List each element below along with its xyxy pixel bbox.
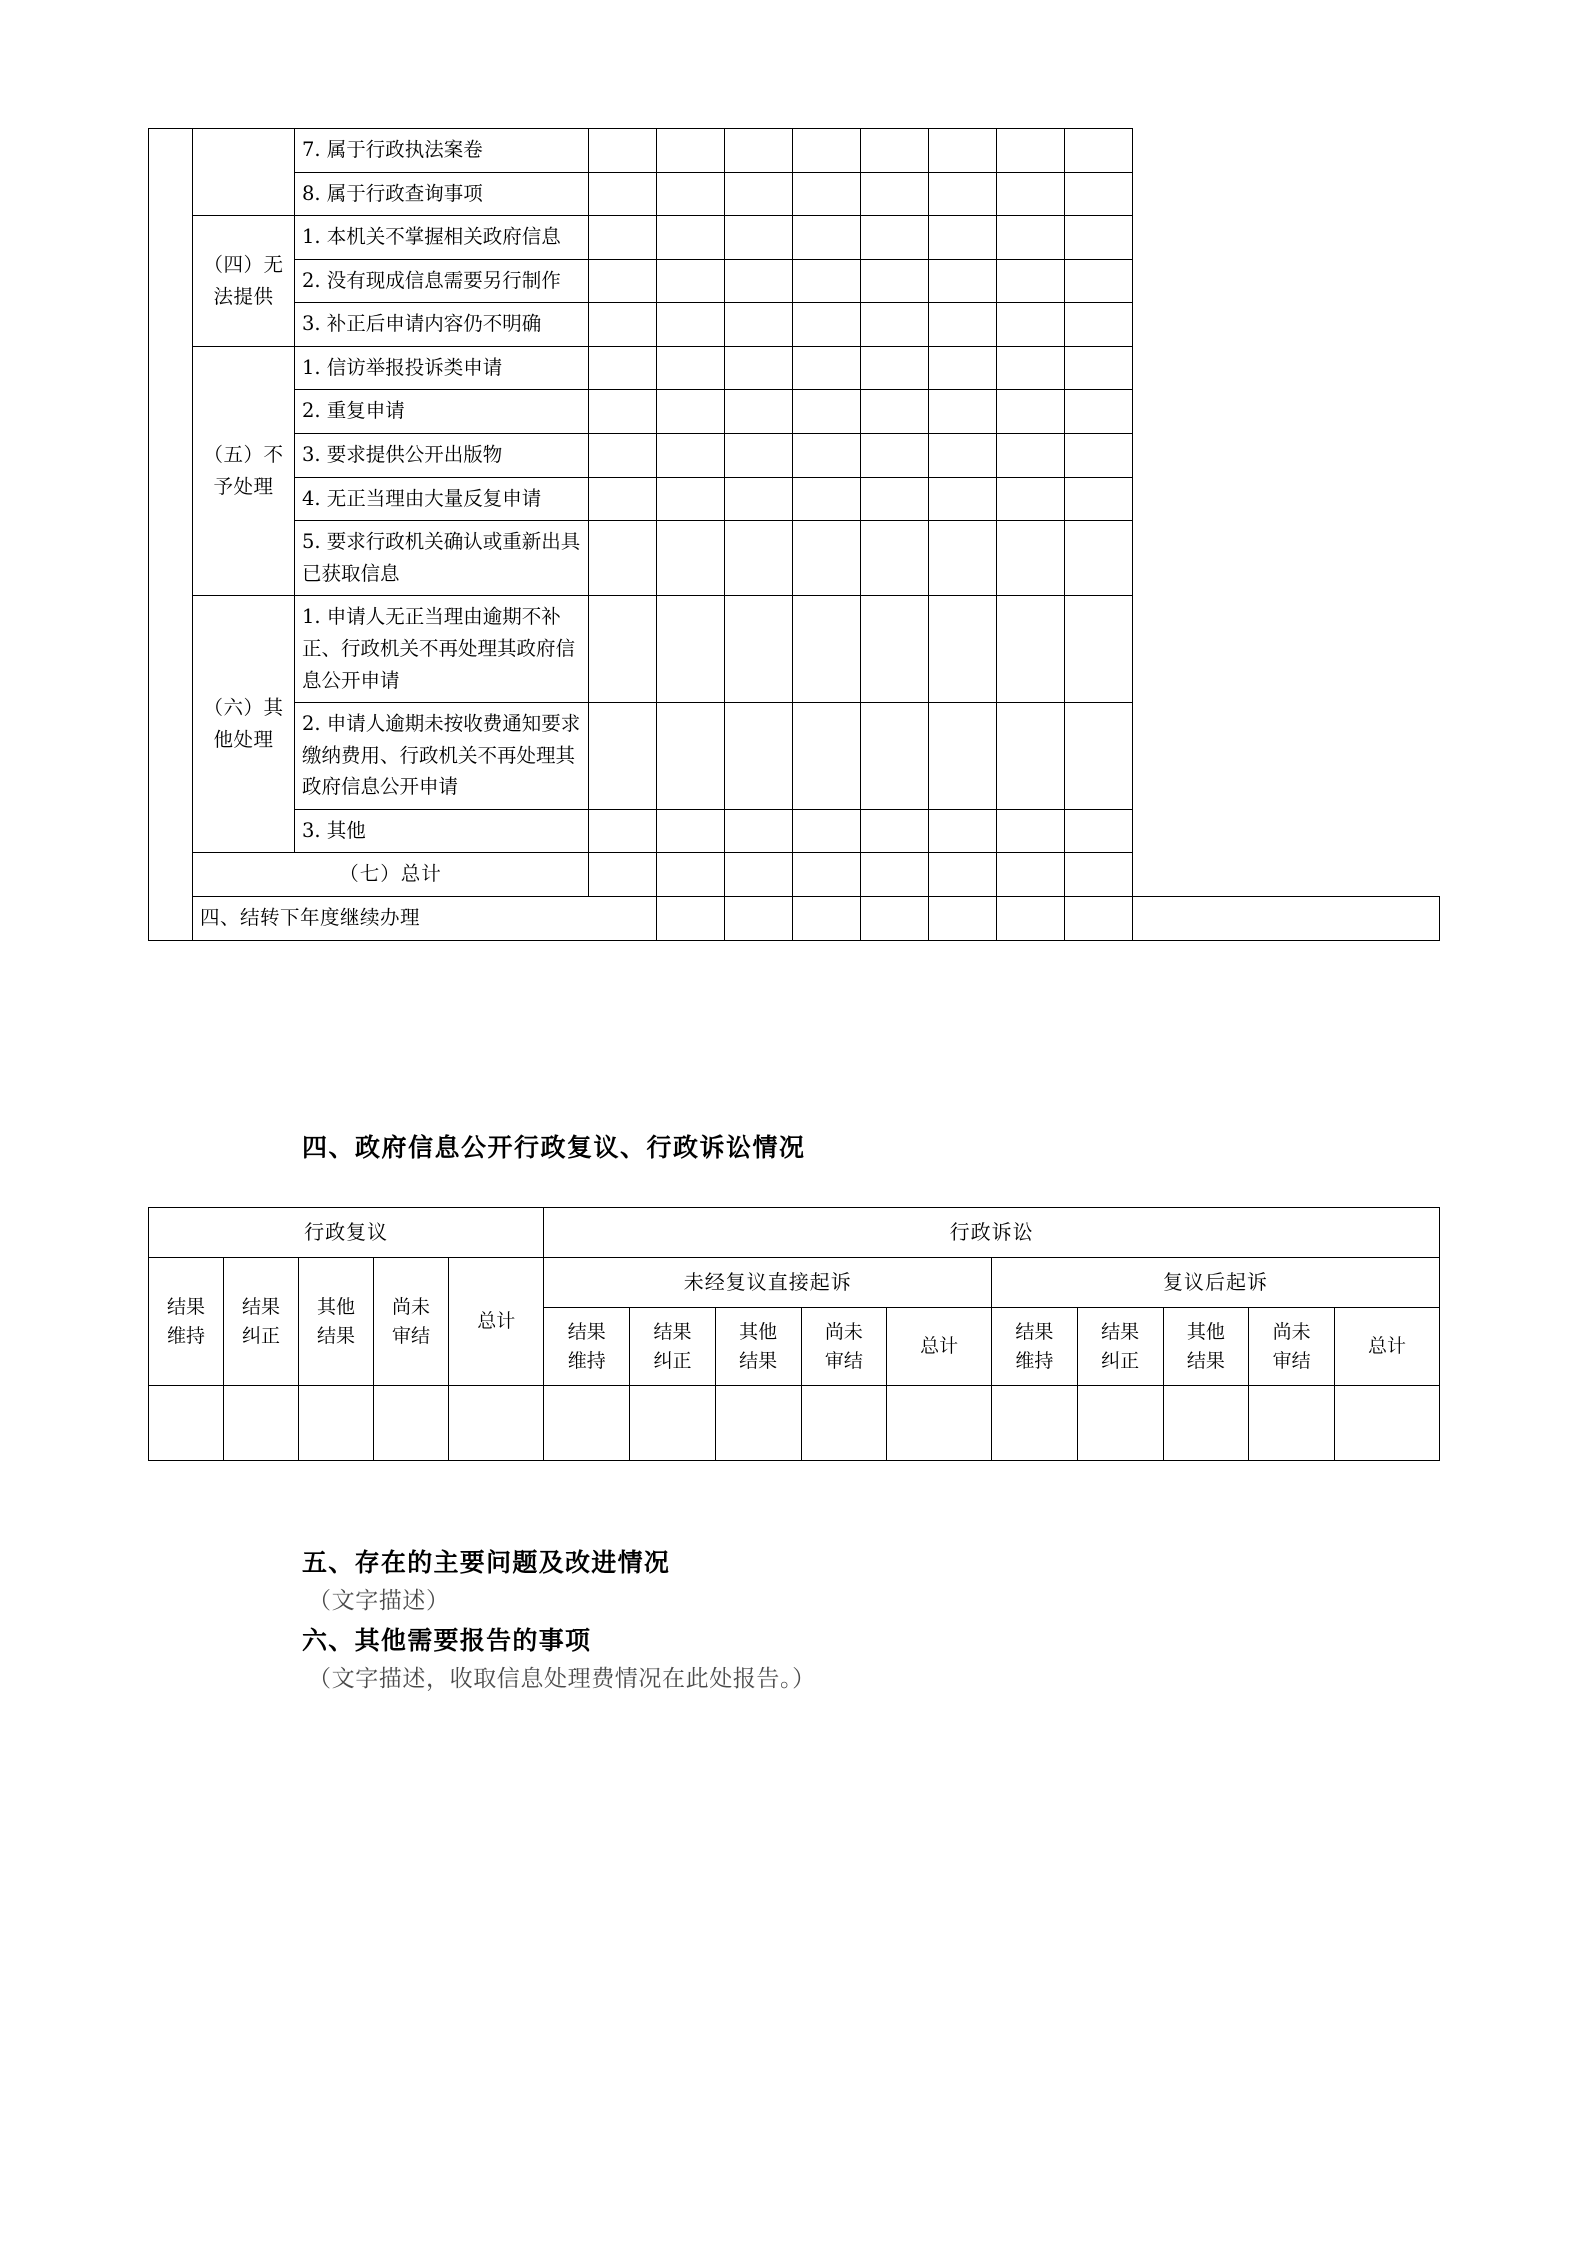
value-cell[interactable] <box>725 521 793 596</box>
table-row <box>149 434 1440 478</box>
value-cell[interactable] <box>861 172 929 216</box>
value-cell[interactable] <box>929 259 997 303</box>
value-cell[interactable] <box>1065 853 1133 897</box>
value-cell[interactable] <box>861 809 929 853</box>
value-cell[interactable] <box>997 216 1065 260</box>
value-cell[interactable] <box>589 259 657 303</box>
value-cell[interactable] <box>793 896 861 940</box>
after-review-col-uphold-line2: 维持 <box>1015 1349 1054 1372</box>
value-cell[interactable] <box>1065 172 1133 216</box>
direct-col-other-line1: 其他 <box>739 1321 778 1343</box>
item-label: 1. 本机关不掌握相关政府信息 <box>295 216 589 260</box>
outer-spine-cell <box>149 129 193 941</box>
after-review-col-pending-line1: 尚未 <box>1272 1321 1311 1343</box>
item-label: 4. 无正当理由大量反复申请 <box>295 477 589 521</box>
request-handling-table <box>148 128 1440 941</box>
value-cell[interactable] <box>793 390 861 434</box>
value-cell[interactable] <box>589 216 657 260</box>
after-review-col-correct <box>1077 1308 1163 1386</box>
value-cell[interactable] <box>725 596 793 703</box>
value-cell[interactable] <box>630 1386 716 1461</box>
value-cell[interactable] <box>589 809 657 853</box>
value-cell[interactable] <box>997 477 1065 521</box>
review-col-uphold-line1: 结果 <box>167 1296 206 1318</box>
table-row <box>149 129 1440 173</box>
review-col-total: 总计 <box>449 1258 544 1386</box>
value-cell[interactable] <box>861 477 929 521</box>
value-cell[interactable] <box>1065 303 1133 347</box>
after-review-col-correct-line2: 纠正 <box>1101 1349 1140 1372</box>
direct-col-correct <box>630 1308 716 1386</box>
value-cell[interactable] <box>657 477 725 521</box>
value-cell[interactable] <box>861 853 929 897</box>
after-review-col-pending <box>1249 1308 1335 1386</box>
table-row <box>149 809 1440 853</box>
value-cell[interactable] <box>589 172 657 216</box>
value-cell[interactable] <box>657 303 725 347</box>
value-cell[interactable] <box>997 809 1065 853</box>
review-col-correct <box>224 1258 299 1386</box>
after-review-col-correct-line1: 结果 <box>1101 1321 1140 1343</box>
value-cell[interactable] <box>589 853 657 897</box>
value-cell[interactable] <box>997 129 1065 173</box>
direct-col-other <box>715 1308 801 1386</box>
value-cell[interactable] <box>657 596 725 703</box>
value-cell[interactable] <box>861 216 929 260</box>
value-cell[interactable] <box>544 1386 630 1461</box>
value-cell[interactable] <box>997 596 1065 703</box>
subgroup-header-after-review-litigation: 复议后起诉 <box>992 1258 1440 1308</box>
group-label-not-processed: （五）不予处理 <box>193 346 295 595</box>
review-col-pending <box>374 1258 449 1386</box>
value-cell[interactable] <box>657 259 725 303</box>
value-cell[interactable] <box>1065 477 1133 521</box>
value-cell[interactable] <box>929 521 997 596</box>
direct-col-correct-line1: 结果 <box>653 1321 692 1343</box>
table-row <box>149 216 1440 260</box>
value-cell[interactable] <box>997 853 1065 897</box>
section-5-title: 五、存在的主要问题及改进情况 <box>302 1548 671 1577</box>
table-row <box>149 172 1440 216</box>
item-label: 8. 属于行政查询事项 <box>295 172 589 216</box>
subtotal-label: （七）总计 <box>193 853 589 897</box>
table-row-subgroup-header <box>149 1258 1440 1308</box>
value-cell[interactable] <box>997 434 1065 478</box>
value-cell[interactable] <box>657 896 725 940</box>
value-cell[interactable] <box>725 346 793 390</box>
after-review-col-other-line2: 结果 <box>1186 1349 1225 1372</box>
value-cell[interactable] <box>449 1386 544 1461</box>
value-cell[interactable] <box>1065 346 1133 390</box>
value-cell[interactable] <box>589 346 657 390</box>
value-cell[interactable] <box>725 477 793 521</box>
review-col-uphold-line2: 维持 <box>167 1324 206 1347</box>
value-cell[interactable] <box>929 172 997 216</box>
direct-col-uphold-line1: 结果 <box>567 1321 606 1343</box>
value-cell[interactable] <box>589 129 657 173</box>
value-cell[interactable] <box>657 809 725 853</box>
value-cell[interactable] <box>861 896 929 940</box>
value-cell[interactable] <box>929 346 997 390</box>
value-cell[interactable] <box>997 390 1065 434</box>
item-label: 5. 要求行政机关确认或重新出具已获取信息 <box>295 521 589 596</box>
group-label-other-handling: （六）其他处理 <box>193 596 295 853</box>
value-cell[interactable] <box>725 853 793 897</box>
value-cell[interactable] <box>861 521 929 596</box>
item-label: 7. 属于行政执法案卷 <box>295 129 589 173</box>
value-cell[interactable] <box>861 129 929 173</box>
item-label: 3. 其他 <box>295 809 589 853</box>
item-label: 2. 申请人逾期未按收费通知要求缴纳费用、行政机关不再处理其政府信息公开申请 <box>295 703 589 810</box>
value-cell[interactable] <box>1163 1386 1249 1461</box>
item-label: 1. 申请人无正当理由逾期不补正、行政机关不再处理其政府信息公开申请 <box>295 596 589 703</box>
table-row <box>149 703 1440 810</box>
value-cell[interactable] <box>224 1386 299 1461</box>
item-label: 2. 没有现成信息需要另行制作 <box>295 259 589 303</box>
group-header-administrative-litigation: 行政诉讼 <box>544 1208 1440 1258</box>
value-cell[interactable] <box>1065 596 1133 703</box>
value-cell[interactable] <box>725 703 793 810</box>
after-review-col-uphold-line1: 结果 <box>1015 1321 1054 1343</box>
value-cell[interactable] <box>793 703 861 810</box>
value-cell[interactable] <box>929 390 997 434</box>
review-col-pending-line2: 审结 <box>392 1324 431 1347</box>
value-cell[interactable] <box>589 303 657 347</box>
review-col-pending-line1: 尚未 <box>392 1296 431 1318</box>
value-cell[interactable] <box>725 390 793 434</box>
after-review-col-other-line1: 其他 <box>1186 1321 1225 1343</box>
value-cell[interactable] <box>589 477 657 521</box>
section-4-title: 四、政府信息公开行政复议、行政诉讼情况 <box>302 1133 806 1162</box>
value-cell[interactable] <box>1065 216 1133 260</box>
value-cell[interactable] <box>657 853 725 897</box>
value-cell[interactable] <box>725 216 793 260</box>
item-label: 2. 重复申请 <box>295 390 589 434</box>
table-row <box>149 259 1440 303</box>
item-label: 3. 补正后申请内容仍不明确 <box>295 303 589 347</box>
request-handling-table-wrapper <box>148 128 1440 941</box>
value-cell[interactable] <box>725 809 793 853</box>
item-label: 1. 信访举报投诉类申请 <box>295 346 589 390</box>
value-cell[interactable] <box>997 303 1065 347</box>
group-header-administrative-review: 行政复议 <box>149 1208 544 1258</box>
value-cell[interactable] <box>793 596 861 703</box>
table-row <box>149 346 1440 390</box>
value-cell[interactable] <box>861 303 929 347</box>
value-cell[interactable] <box>793 303 861 347</box>
value-cell[interactable] <box>929 216 997 260</box>
value-cell[interactable] <box>1249 1386 1335 1461</box>
review-litigation-table <box>148 1207 1440 1461</box>
value-cell[interactable] <box>657 434 725 478</box>
after-review-col-total: 总计 <box>1335 1308 1440 1386</box>
value-cell[interactable] <box>997 259 1065 303</box>
value-cell[interactable] <box>725 172 793 216</box>
review-col-uphold <box>149 1258 224 1386</box>
value-cell[interactable] <box>929 434 997 478</box>
value-cell[interactable] <box>1335 1386 1440 1461</box>
value-cell[interactable] <box>793 346 861 390</box>
table-row <box>149 303 1440 347</box>
value-cell[interactable] <box>657 129 725 173</box>
value-cell[interactable] <box>1065 521 1133 596</box>
direct-col-uphold <box>544 1308 630 1386</box>
value-cell[interactable] <box>793 434 861 478</box>
value-cell[interactable] <box>801 1386 887 1461</box>
value-cell[interactable] <box>589 521 657 596</box>
value-cell[interactable] <box>589 703 657 810</box>
value-cell[interactable] <box>929 596 997 703</box>
value-cell[interactable] <box>997 346 1065 390</box>
value-cell[interactable] <box>1065 390 1133 434</box>
value-cell[interactable] <box>861 259 929 303</box>
value-cell[interactable] <box>657 172 725 216</box>
value-cell[interactable] <box>725 896 793 940</box>
value-cell[interactable] <box>929 703 997 810</box>
value-cell[interactable] <box>793 853 861 897</box>
value-cell[interactable] <box>657 390 725 434</box>
value-cell[interactable] <box>657 216 725 260</box>
value-cell[interactable] <box>861 346 929 390</box>
value-cell[interactable] <box>997 703 1065 810</box>
value-cell[interactable] <box>997 896 1065 940</box>
value-cell[interactable] <box>725 129 793 173</box>
direct-col-pending-line1: 尚未 <box>824 1321 863 1343</box>
value-cell[interactable] <box>589 434 657 478</box>
value-cell[interactable] <box>1065 434 1133 478</box>
table-row-values <box>149 1386 1440 1461</box>
value-cell[interactable] <box>715 1386 801 1461</box>
value-cell[interactable] <box>657 703 725 810</box>
carryover-label: 四、结转下年度继续办理 <box>193 896 657 940</box>
value-cell[interactable] <box>149 1386 224 1461</box>
value-cell[interactable] <box>793 521 861 596</box>
value-cell[interactable] <box>861 434 929 478</box>
value-cell[interactable] <box>861 390 929 434</box>
table-row-group-header <box>149 1208 1440 1258</box>
after-review-col-other <box>1163 1308 1249 1386</box>
review-col-other-line2: 结果 <box>317 1324 356 1347</box>
review-col-other <box>299 1258 374 1386</box>
direct-col-correct-line2: 纠正 <box>653 1349 692 1372</box>
value-cell[interactable] <box>793 216 861 260</box>
value-cell[interactable] <box>657 346 725 390</box>
value-cell[interactable] <box>657 521 725 596</box>
value-cell[interactable] <box>929 303 997 347</box>
item-label: 3. 要求提供公开出版物 <box>295 434 589 478</box>
after-review-col-uphold <box>992 1308 1078 1386</box>
value-cell[interactable] <box>1065 129 1133 173</box>
review-litigation-table-wrapper <box>148 1207 1440 1461</box>
direct-col-pending-line2: 审结 <box>824 1349 863 1372</box>
value-cell[interactable] <box>725 259 793 303</box>
section-5-body: （文字描述） <box>308 1588 450 1614</box>
value-cell[interactable] <box>1133 896 1440 940</box>
table-row <box>149 596 1440 703</box>
review-col-correct-line2: 纠正 <box>242 1324 281 1347</box>
value-cell[interactable] <box>1065 703 1133 810</box>
value-cell[interactable] <box>725 434 793 478</box>
direct-col-total: 总计 <box>887 1308 992 1386</box>
value-cell[interactable] <box>929 129 997 173</box>
value-cell[interactable] <box>793 129 861 173</box>
subgroup-header-direct-litigation: 未经复议直接起诉 <box>544 1258 992 1308</box>
value-cell[interactable] <box>1065 259 1133 303</box>
review-col-correct-line1: 结果 <box>242 1296 281 1318</box>
table-row-carryover <box>149 896 1440 940</box>
value-cell[interactable] <box>997 521 1065 596</box>
table-row <box>149 477 1440 521</box>
direct-col-uphold-line2: 维持 <box>567 1349 606 1372</box>
table-row <box>149 390 1440 434</box>
group-label-unable-to-provide: （四）无法提供 <box>193 216 295 347</box>
table-row <box>149 521 1440 596</box>
value-cell[interactable] <box>1065 896 1133 940</box>
value-cell[interactable] <box>929 809 997 853</box>
value-cell[interactable] <box>1065 809 1133 853</box>
value-cell[interactable] <box>1077 1386 1163 1461</box>
value-cell[interactable] <box>374 1386 449 1461</box>
value-cell[interactable] <box>725 303 793 347</box>
value-cell[interactable] <box>929 853 997 897</box>
value-cell[interactable] <box>887 1386 992 1461</box>
value-cell[interactable] <box>589 390 657 434</box>
after-review-col-pending-line2: 审结 <box>1272 1349 1311 1372</box>
value-cell[interactable] <box>861 596 929 703</box>
review-col-other-line1: 其他 <box>317 1296 356 1318</box>
value-cell[interactable] <box>929 477 997 521</box>
value-cell[interactable] <box>861 703 929 810</box>
section-6-body: （文字描述，收取信息处理费情况在此处报告。） <box>308 1666 816 1692</box>
value-cell[interactable] <box>997 172 1065 216</box>
direct-col-pending <box>801 1308 887 1386</box>
value-cell[interactable] <box>793 477 861 521</box>
section-6-title: 六、其他需要报告的事项 <box>302 1626 592 1655</box>
group-label-cell-continued <box>193 129 295 216</box>
value-cell[interactable] <box>299 1386 374 1461</box>
value-cell[interactable] <box>992 1386 1078 1461</box>
table-row-subtotal <box>149 853 1440 897</box>
value-cell[interactable] <box>589 596 657 703</box>
value-cell[interactable] <box>793 172 861 216</box>
value-cell[interactable] <box>793 259 861 303</box>
value-cell[interactable] <box>929 896 997 940</box>
value-cell[interactable] <box>793 809 861 853</box>
direct-col-other-line2: 结果 <box>739 1349 778 1372</box>
